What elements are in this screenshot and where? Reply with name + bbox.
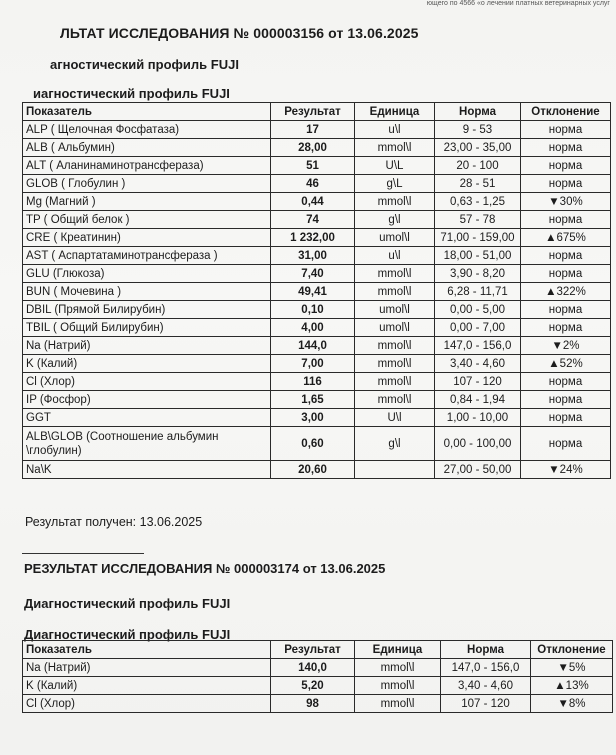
norm-cell-text: 6,28 - 11,71 [447, 285, 508, 298]
result-cell-text: 17 [306, 123, 319, 136]
table-row [23, 461, 611, 479]
indicator-cell [23, 659, 271, 677]
result-cell [271, 461, 355, 479]
norm-cell-text: 0,63 - 1,25 [450, 195, 505, 208]
deviation-cell [521, 229, 611, 247]
header-norm: Норма [435, 103, 521, 121]
deviation-cell-text: ▲322% [545, 285, 586, 298]
indicator-cell [23, 175, 271, 193]
indicator-cell [23, 283, 271, 301]
unit-cell [355, 211, 435, 229]
unit-cell-text: g\l [388, 437, 401, 450]
deviation-cell [521, 265, 611, 283]
unit-cell-text: mmol\l [377, 375, 412, 388]
norm-cell [441, 677, 531, 695]
unit-cell [355, 659, 441, 677]
table-row [23, 373, 611, 391]
table-row [23, 695, 613, 713]
indicator-cell [23, 355, 271, 373]
unit-cell [355, 301, 435, 319]
deviation-cell-text: норма [548, 375, 583, 388]
result-cell-text: 140,0 [298, 661, 327, 674]
result-cell [271, 677, 355, 695]
result-cell [271, 659, 355, 677]
unit-cell [355, 355, 435, 373]
unit-cell-text: umol\l [379, 231, 410, 244]
deviation-cell [531, 659, 613, 677]
indicator-cell [23, 247, 271, 265]
indicator-cell-text: Cl (Хлор) [26, 375, 76, 388]
norm-cell [435, 391, 521, 409]
norm-cell-text: 0,00 - 5,00 [450, 303, 505, 316]
deviation-cell [521, 175, 611, 193]
norm-cell [435, 461, 521, 479]
result-cell [271, 139, 355, 157]
norm-cell [435, 337, 521, 355]
unit-cell-text: g\l [388, 213, 401, 226]
deviation-cell-text: ▼5% [557, 661, 586, 674]
table-row [23, 677, 613, 695]
table-row [23, 139, 611, 157]
deviation-cell [531, 695, 613, 713]
indicator-cell [23, 193, 271, 211]
norm-cell [435, 427, 521, 461]
result-cell [271, 409, 355, 427]
norm-cell [435, 121, 521, 139]
indicator-cell-text: Na (Натрий) [26, 661, 91, 674]
deviation-cell [521, 409, 611, 427]
indicator-cell-text: ALP ( Щелочная Фосфатаза) [26, 123, 180, 136]
unit-cell-text: mmol\l [377, 195, 412, 208]
indicator-cell [23, 695, 271, 713]
unit-cell-text: mmol\l [377, 357, 412, 370]
result-cell-text: 74 [306, 213, 319, 226]
report2-table-title: Диагностический профиль FUJI [24, 627, 231, 642]
result-cell-text: 1 232,00 [290, 231, 335, 244]
unit-cell-text: mmol\l [377, 285, 412, 298]
unit-cell [355, 175, 435, 193]
unit-cell [355, 139, 435, 157]
norm-cell-text: 18,00 - 51,00 [443, 249, 512, 262]
header-deviation: Отклонение [531, 641, 613, 659]
indicator-cell-text: Na (Натрий) [26, 339, 91, 352]
indicator-cell [23, 337, 271, 355]
deviation-cell [521, 157, 611, 175]
result-cell-text: 144,0 [298, 339, 327, 352]
norm-cell-text: 28 - 51 [459, 177, 496, 190]
deviation-cell-text: норма [548, 213, 583, 226]
report1-profile: агностический профиль FUJI [50, 57, 239, 72]
result-cell [271, 283, 355, 301]
deviation-cell-text: норма [548, 141, 583, 154]
norm-cell [435, 193, 521, 211]
unit-cell [355, 121, 435, 139]
norm-cell-text: 3,90 - 8,20 [450, 267, 505, 280]
norm-cell [435, 139, 521, 157]
unit-cell [355, 337, 435, 355]
deviation-cell [531, 677, 613, 695]
result-cell-text: 0,10 [301, 303, 324, 316]
table-row [23, 355, 611, 373]
result-cell [271, 695, 355, 713]
header-note: ющего по 4566 «о лечении платных ветеринарных услуг [426, 0, 610, 7]
norm-cell [441, 659, 531, 677]
norm-cell-text: 20 - 100 [456, 159, 499, 172]
result-cell [271, 157, 355, 175]
norm-cell-text: 107 - 120 [453, 375, 502, 388]
report2-results-table [22, 640, 613, 713]
indicator-cell-text: GLOB ( Глобулин ) [26, 177, 126, 190]
indicator-cell [23, 677, 271, 695]
norm-cell-text: 0,00 - 100,00 [443, 437, 512, 450]
unit-cell [355, 695, 441, 713]
deviation-cell [521, 283, 611, 301]
norm-cell [435, 355, 521, 373]
table-row [23, 319, 611, 337]
indicator-cell-text: BUN ( Мочевина ) [26, 285, 122, 298]
indicator-cell-text: GLU (Глюкоза) [26, 267, 105, 280]
deviation-cell-text: норма [548, 437, 583, 450]
report2-table-body [23, 659, 613, 713]
deviation-cell [521, 211, 611, 229]
deviation-cell [521, 373, 611, 391]
unit-cell-text: mmol\l [377, 393, 412, 406]
result-cell [271, 175, 355, 193]
unit-cell [355, 265, 435, 283]
norm-cell [435, 283, 521, 301]
deviation-cell-text: норма [548, 321, 583, 334]
report1-table-body [23, 121, 611, 479]
unit-cell-text: mmol\l [377, 339, 412, 352]
unit-cell-text: mmol\l [380, 679, 415, 692]
table-row [23, 121, 611, 139]
norm-cell [435, 301, 521, 319]
result-cell-text: 7,40 [301, 267, 324, 280]
deviation-cell [521, 461, 611, 479]
result-cell-text: 7,00 [301, 357, 324, 370]
result-cell-text: 0,44 [301, 195, 324, 208]
table-row [23, 157, 611, 175]
result-cell-text: 3,00 [301, 411, 324, 424]
table-row [23, 211, 611, 229]
unit-cell-text: mmol\l [377, 141, 412, 154]
norm-cell-text: 107 - 120 [461, 697, 510, 710]
norm-cell [435, 175, 521, 193]
norm-cell-text: 1,00 - 10,00 [446, 411, 509, 424]
result-received-date: Результат получен: 13.06.2025 [25, 515, 203, 529]
norm-cell-text: 57 - 78 [459, 213, 496, 226]
deviation-cell-text: норма [548, 267, 583, 280]
deviation-cell [521, 355, 611, 373]
norm-cell [435, 373, 521, 391]
result-cell [271, 391, 355, 409]
unit-cell-text: u\l [388, 249, 401, 262]
indicator-cell [23, 265, 271, 283]
indicator-cell-text: TP ( Общий белок ) [26, 213, 130, 226]
indicator-cell [23, 391, 271, 409]
unit-cell [355, 283, 435, 301]
deviation-cell-text: норма [548, 393, 583, 406]
norm-cell-text: 147,0 - 156,0 [443, 339, 512, 352]
result-cell [271, 301, 355, 319]
result-cell-text: 46 [306, 177, 319, 190]
indicator-cell-text: AST ( Аспартатаминотрансфераза ) [26, 249, 218, 262]
report1-table-title: иагностический профиль FUJI [33, 86, 230, 101]
report1-title: ЛЬТАТ ИССЛЕДОВАНИЯ № 000003156 от 13.06.2025 [60, 25, 419, 41]
header-deviation: Отклонение [521, 103, 611, 121]
table-row [23, 229, 611, 247]
indicator-cell-text: Mg (Магний ) [26, 195, 96, 208]
deviation-cell [521, 139, 611, 157]
signature-line [22, 553, 144, 554]
table-row [23, 283, 611, 301]
norm-cell-text: 147,0 - 156,0 [451, 661, 520, 674]
result-cell-text: 0,60 [301, 437, 324, 450]
table-row [23, 659, 613, 677]
indicator-cell [23, 373, 271, 391]
result-cell [271, 355, 355, 373]
deviation-cell [521, 391, 611, 409]
table-row [23, 175, 611, 193]
header-unit: Единица [355, 103, 435, 121]
indicator-cell-text: IP (Фосфор) [26, 393, 91, 406]
indicator-cell-text: ALB ( Альбумин) [26, 141, 115, 154]
deviation-cell-text: ▲13% [554, 679, 589, 692]
norm-cell [435, 211, 521, 229]
norm-cell-text: 23,00 - 35,00 [443, 141, 512, 154]
unit-cell-text: mmol\l [380, 661, 415, 674]
norm-cell-text: 0,84 - 1,94 [450, 393, 505, 406]
unit-cell [355, 391, 435, 409]
result-cell-text: 31,00 [298, 249, 327, 262]
table-row [23, 427, 611, 461]
report1-results-table [22, 102, 611, 479]
indicator-cell [23, 409, 271, 427]
deviation-cell-text: норма [548, 159, 583, 172]
result-cell [271, 229, 355, 247]
result-cell-text: 116 [303, 375, 322, 388]
unit-cell-text: mmol\l [377, 267, 412, 280]
deviation-cell-text: ▲52% [548, 357, 583, 370]
deviation-cell-text: ▲675% [545, 231, 586, 244]
unit-cell [355, 461, 435, 479]
deviation-cell [521, 427, 611, 461]
unit-cell-text: g\L [386, 177, 403, 190]
indicator-cell-text: CRE ( Креатинин) [26, 231, 121, 244]
unit-cell-text: U\l [387, 411, 402, 424]
deviation-cell-text: норма [548, 249, 583, 262]
table-row [23, 409, 611, 427]
result-cell-text: 1,65 [301, 393, 324, 406]
indicator-cell [23, 157, 271, 175]
deviation-cell-text: ▼2% [551, 339, 580, 352]
indicator-cell-text: ALB\GLOB (Соотношение альбумин \глобулин) [26, 430, 219, 457]
indicator-cell [23, 139, 271, 157]
result-cell-text: 20,60 [298, 463, 327, 476]
indicator-cell-text: DBIL (Прямой Билирубин) [26, 303, 166, 316]
indicator-cell [23, 301, 271, 319]
result-cell-text: 49,41 [298, 285, 327, 298]
norm-cell-text: 0,00 - 7,00 [450, 321, 505, 334]
deviation-cell [521, 121, 611, 139]
deviation-cell [521, 337, 611, 355]
result-cell [271, 193, 355, 211]
unit-cell-text: mmol\l [380, 697, 415, 710]
norm-cell [435, 157, 521, 175]
header-indicator: Показатель [23, 641, 271, 659]
result-cell [271, 265, 355, 283]
deviation-cell [521, 301, 611, 319]
norm-cell-text: 3,40 - 4,60 [458, 679, 513, 692]
indicator-cell-text: Na\K [26, 463, 52, 476]
deviation-cell-text: норма [548, 123, 583, 136]
indicator-cell-text: K (Калий) [26, 357, 78, 370]
norm-cell-text: 3,40 - 4,60 [450, 357, 505, 370]
table-header-row [23, 641, 613, 659]
header-result: Результат [271, 103, 355, 121]
norm-cell [435, 319, 521, 337]
unit-cell [355, 157, 435, 175]
unit-cell-text: umol\l [379, 321, 410, 334]
deviation-cell-text: ▼30% [548, 195, 583, 208]
result-cell [271, 319, 355, 337]
result-cell [271, 121, 355, 139]
deviation-cell-text: ▼8% [557, 697, 586, 710]
deviation-cell [521, 319, 611, 337]
table-row [23, 391, 611, 409]
indicator-cell-text: Cl (Хлор) [26, 697, 76, 710]
result-cell-text: 51 [306, 159, 319, 172]
deviation-cell [521, 193, 611, 211]
unit-cell [355, 319, 435, 337]
unit-cell [355, 373, 435, 391]
indicator-cell-text: GGT [26, 411, 51, 424]
table-row [23, 301, 611, 319]
indicator-cell-text: TBIL ( Общий Билирубин) [26, 321, 164, 334]
norm-cell [435, 247, 521, 265]
header-norm: Норма [441, 641, 531, 659]
deviation-cell [521, 247, 611, 265]
deviation-cell-text: ▼24% [548, 463, 583, 476]
result-cell-text: 4,00 [301, 321, 324, 334]
unit-cell [355, 229, 435, 247]
table-row [23, 337, 611, 355]
norm-cell-text: 27,00 - 50,00 [443, 463, 512, 476]
unit-cell-text: u\l [388, 123, 401, 136]
unit-cell-text: U\L [385, 159, 404, 172]
result-cell [271, 373, 355, 391]
unit-cell [355, 427, 435, 461]
norm-cell [435, 265, 521, 283]
indicator-cell [23, 319, 271, 337]
report2-profile: Диагностический профиль FUJI [24, 596, 231, 611]
deviation-cell-text: норма [548, 411, 583, 424]
norm-cell [441, 695, 531, 713]
table-row [23, 247, 611, 265]
result-cell [271, 427, 355, 461]
header-result: Результат [271, 641, 355, 659]
norm-cell-text: 71,00 - 159,00 [440, 231, 515, 244]
result-cell-text: 98 [306, 697, 319, 710]
indicator-cell [23, 211, 271, 229]
deviation-cell-text: норма [548, 177, 583, 190]
unit-cell [355, 409, 435, 427]
result-cell [271, 337, 355, 355]
deviation-cell-text: норма [548, 303, 583, 316]
norm-cell [435, 229, 521, 247]
header-unit: Единица [355, 641, 441, 659]
result-cell [271, 247, 355, 265]
norm-cell [435, 409, 521, 427]
table-header-row [23, 103, 611, 121]
result-cell [271, 211, 355, 229]
result-cell-text: 28,00 [298, 141, 327, 154]
header-indicator: Показатель [23, 103, 271, 121]
table-row [23, 265, 611, 283]
indicator-cell [23, 427, 271, 461]
report2-title: РЕЗУЛЬТАТ ИССЛЕДОВАНИЯ № 000003174 от 13.06.2025 [24, 561, 386, 576]
indicator-cell-text: K (Калий) [26, 679, 78, 692]
table-row [23, 193, 611, 211]
norm-cell-text: 9 - 53 [462, 123, 493, 136]
indicator-cell [23, 461, 271, 479]
result-cell-text: 5,20 [301, 679, 324, 692]
indicator-cell [23, 229, 271, 247]
indicator-cell-text: ALT ( Аланинаминотрансфераза) [26, 159, 204, 172]
unit-cell-text: umol\l [379, 303, 410, 316]
indicator-cell [23, 121, 271, 139]
unit-cell [355, 193, 435, 211]
unit-cell [355, 677, 441, 695]
unit-cell [355, 247, 435, 265]
